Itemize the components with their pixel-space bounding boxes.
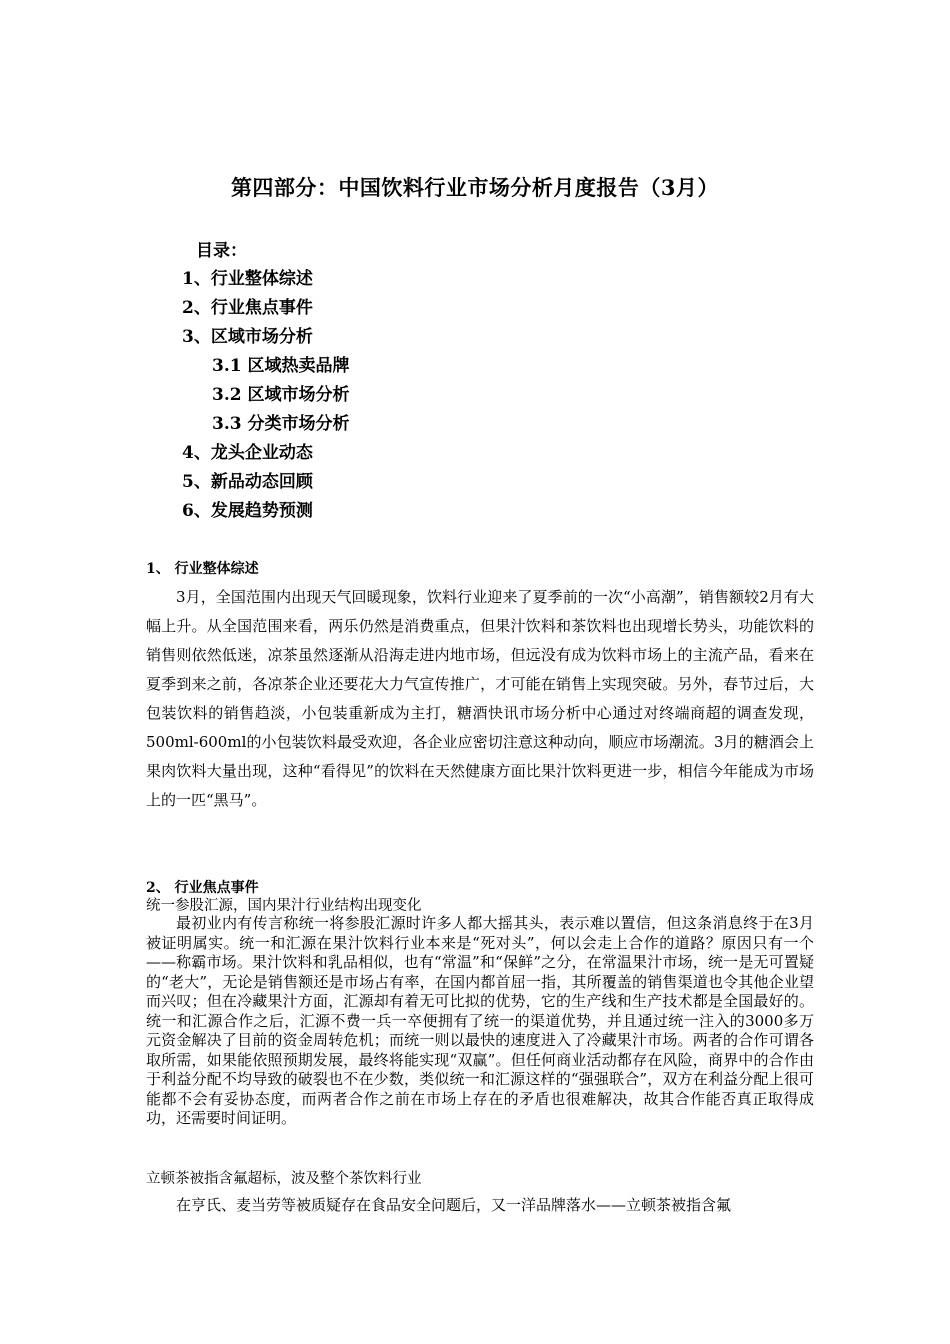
section2-body-2: 在亨氏、麦当劳等被质疑存在食品安全问题后，又一洋品牌落水——立顿茶被指含氟 — [176, 1196, 732, 1214]
section2-heading: 2、 行业焦点事件 — [146, 880, 259, 896]
toc-item-regional-analysis: 3、区域市场分析 — [182, 327, 313, 347]
section2-subheading-2: 立顿茶被指含氟超标，波及整个茶饮料行业 — [146, 1171, 422, 1187]
toc-item-overview: 1、行业整体综述 — [182, 269, 313, 289]
toc-item-leading-companies: 4、龙头企业动态 — [182, 443, 313, 463]
toc-item-regional-market: 3.2 区域市场分析 — [212, 385, 350, 405]
section2-subheading-1: 统一参股汇源，国内果汁行业结构出现变化 — [146, 898, 422, 914]
toc-item-focus-events: 2、行业焦点事件 — [182, 298, 313, 318]
toc-item-hot-brands: 3.1 区域热卖品牌 — [212, 356, 350, 376]
section1-heading: 1、 行业整体综述 — [146, 561, 259, 577]
toc-item-category-market: 3.3 分类市场分析 — [212, 414, 350, 434]
section1-body: 3月，全国范围内出现天气回暖现象，饮料行业迎来了夏季前的一次“小高潮”，销售额较2月有大幅上升。从全国范围来看，两乐仍然是消费重点，但果汁饮料和茶饮料也出现增长势头，功能饮料的销售则依然低迷，凉茶虽然逐渐从沿海走进内地市场，但远没有成为饮料市场上的主流产品，看来在夏季到来之前，各凉茶企业还要花大力气宣传推广，才可能在销售上实现突破。另外，春节过后，大包装饮料的销售趋淡，小包装重新成为主打，糖酒快讯市场分析中心通过对终端商超的调查发现，500ml-600ml的小包装饮料最受欢迎，各企业应密切注意这种动向，顺应市场潮流。3月的糖酒会上果肉饮料大量出现，这种“看得见”的饮料在天然健康方面比果汁饮料更进一步，相信今年能成为市场上的一匹“黑马”。 — [146, 588, 814, 809]
toc-item-trend-forecast: 6、发展趋势预测 — [182, 501, 313, 521]
toc-heading: 目录： — [196, 241, 247, 261]
section2-body-1: 最初业内有传言称统一将参股汇源时许多人都大摇其头，表示难以置信，但这条消息终于在3月被证明属实。统一和汇源在果汁饮料行业本来是“死对头”，何以会走上合作的道路？原因只有一个——称霸市场。果汁饮料和乳品相似，也有“常温”和“保鲜”之分，在常温果汁市场，统一是无可置疑的“老大”，无论是销售额还是市场占有率，在国内都首屈一指，其所覆盖的销售渠道也令其他企业望而兴叹；但在冷藏果汁方面，汇源却有着无可比拟的优势，它的生产线和生产技术都是全国最好的。统一和汇源合作之后，汇源不费一兵一卒便拥有了统一的渠道优势，并且通过统一注入的3000多万元资金解决了目前的资金周转危机；而统一则以最快的速度进入了冷藏果汁市场。两者的合作可谓各取所需，如果能依照预期发展，最终将能实现“双赢”。但任何商业活动都存在风险，商界中的合作由于利益分配不均导致的破裂也不在少数，类似统一和汇源这样的“强强联合”，双方在利益分配上很可能都不会有妥协态度，而两者合作之前在市场上存在的矛盾也很难解决，故其合作能否真正取得成功，还需要时间证明。 — [146, 914, 814, 1127]
toc-item-new-products: 5、新品动态回顾 — [182, 472, 313, 492]
document-title: 第四部分：中国饮料行业市场分析月度报告（3月） — [230, 175, 720, 200]
